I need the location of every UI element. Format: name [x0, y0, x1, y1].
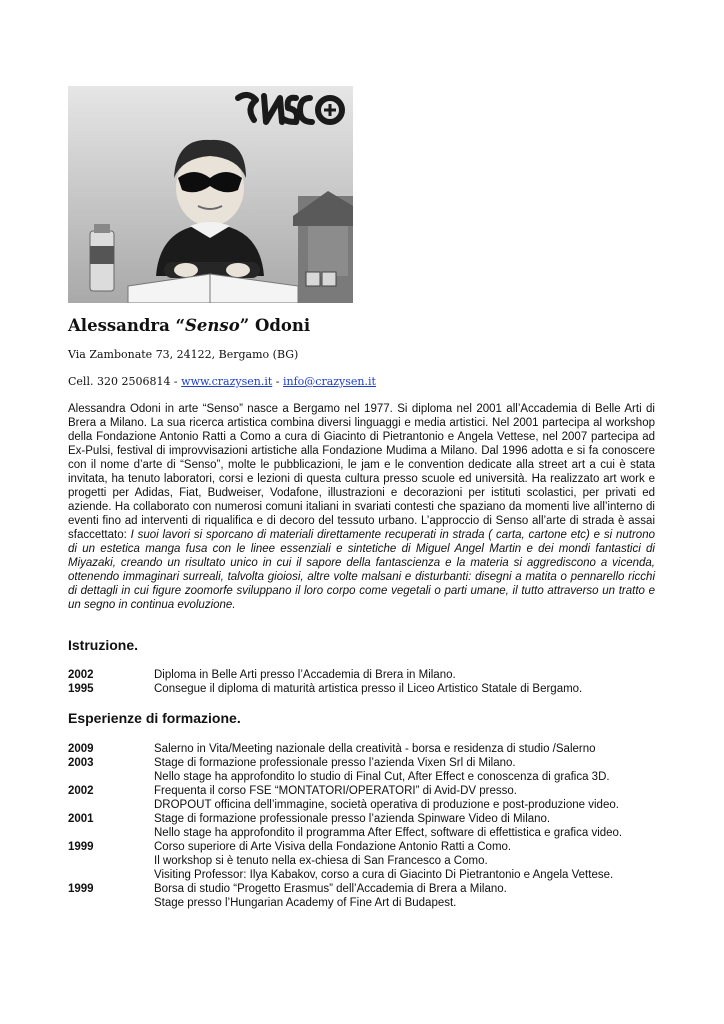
entry-year	[68, 896, 154, 910]
entry-description: Borsa di studio “Progetto Erasmus” dell’Accademia di Brera a Milano.	[154, 883, 507, 895]
entry-year: 1999	[68, 841, 94, 853]
list-item	[68, 668, 668, 682]
list-item	[68, 798, 668, 812]
entry-year	[68, 798, 154, 812]
list-item	[68, 840, 668, 854]
entry-year	[68, 854, 154, 868]
entry-year: 2001	[68, 813, 94, 825]
separator: -	[170, 375, 182, 388]
entry-description: Nello stage ha approfondito il programma After Effect, software di effettistica e grafica video.	[154, 827, 623, 839]
list-item	[68, 784, 668, 798]
list-item	[68, 896, 668, 910]
entry-description: Stage di formazione professionale presso l’azienda Vixen Srl di Milano.	[154, 757, 516, 769]
entry-year	[68, 826, 154, 840]
artist-name	[68, 316, 310, 335]
entry-description: Visiting Professor: Ilya Kabakov, corso a cura di Giacinto Di Pietrantonio e Angela Vettese.	[154, 869, 614, 881]
list-item	[68, 868, 668, 882]
biography	[68, 402, 655, 612]
list-item	[68, 826, 668, 840]
training-list	[68, 742, 668, 910]
entry-year	[68, 770, 154, 784]
entry-description: Stage presso l’Hungarian Academy of Fine Art di Budapest.	[154, 897, 457, 909]
artist-photo	[68, 86, 353, 303]
education-title: Istruzione.	[68, 637, 139, 653]
entry-description: Frequenta il corso FSE “MONTATORI/OPERATORI” di Avid-DV presso.	[154, 785, 517, 797]
separator: -	[272, 375, 283, 388]
entry-description: Il workshop si è tenuto nella ex-chiesa di San Francesco a Como.	[154, 855, 488, 867]
contact-line	[68, 375, 376, 388]
phone-number: Cell. 320 2506814	[68, 375, 171, 388]
entry-year: 1999	[68, 883, 94, 895]
entry-description: Nello stage ha approfondito lo studio di Final Cut, After Effect e conoscenza di grafica 3D.	[154, 771, 610, 783]
name-prefix: Alessandra “	[68, 316, 185, 335]
entry-description: DROPOUT officina dell’immagine, società operativa di produzione e post-produzione video.	[154, 799, 619, 811]
name-suffix: ” Odoni	[239, 316, 311, 335]
website-link[interactable]: www.crazysen.it	[181, 375, 273, 388]
entry-year: 1995	[68, 683, 94, 695]
entry-year	[68, 868, 154, 882]
entry-description: Corso superiore di Arte Visiva della Fondazione Antonio Ratti a Como.	[154, 841, 512, 853]
training-title: Esperienze di formazione.	[68, 710, 241, 726]
education-list	[68, 668, 668, 696]
entry-year: 2002	[68, 669, 94, 681]
entry-description: Consegue il diploma di maturità artistica presso il Liceo Artistico Statale di Bergamo.	[154, 683, 583, 695]
entry-year: 2002	[68, 785, 94, 797]
entry-description: Stage di formazione professionale presso l’azienda Spinware Video di Milano.	[154, 813, 551, 825]
list-item	[68, 682, 668, 696]
entry-description: Salerno in Vita/Meeting nazionale della creatività - borsa e residenza di studio /Salerno	[154, 743, 596, 755]
artist-nickname: Senso	[185, 316, 240, 335]
list-item	[68, 854, 668, 868]
list-item	[68, 742, 668, 756]
address: Via Zambonate 73, 24122, Bergamo (BG)	[68, 348, 299, 361]
entry-year: 2003	[68, 757, 94, 769]
bio-text: Alessandra Odoni in arte “Senso” nasce a Bergamo nel 1977. Si diploma nel 2001 all’Accademia di Belle Arti di Brera a Milano. La sua ricerca artistica combina diversi linguaggi e media artistici. Nel 2001 partecipa al workshop della Fondazione Antonio Ratti a Como a cura di Giacinto di Pietrantonio e Angela Vettese, nel 2007 partecipa ad Ex-Pulsi, festival di improvvisazioni artistiche alla Fondazione Mudima a Milano. Dal 1996 adotta e si fa conoscere con il nome d’arte di “Senso”, molte le pubblicazioni, le jam e le convention dedicate alla street art a cui è stata invitata, ha tenuto laboratori, corsi e lezioni di questa cultura presso scuole ed università. Ha realizzato art work e progetti per Adidas, Fiat, Budweiser, Vodafone, illustrazioni e decorazioni per istituti scolastici, per privati ed aziende. Ha collaborato con numerosi comuni italiani in svariati contesti che spaziano da momenti live all’interno di eventi fino ad interventi di riqualifica e di decoro del tessuto urbano. L’approccio di Senso all’arte di strada è assai sfaccettato:	[68, 403, 655, 541]
email-link[interactable]: info@crazysen.it	[282, 375, 376, 388]
list-item	[68, 770, 668, 784]
bio-italic-text: I suoi lavori si sporcano di materiali direttamente recuperati in strada ( carta, cartone etc) e si nutrono di un estetica manga fusa con le linee essenziali e sintetiche di Miguel Angel Martin e dei mondi fantastici di Miyazaki, creando un risultato unico in cui il sapore della fantascienza e la materia si aggrediscono a vicenda, ottenendo immaginari surreali, talvolta gioiosi, altre volte malsani e disturbanti: disegni a matita o pennarello ricchi di dettagli in cui figure zoomorfe sviluppano il loro corpo come vegetali o parti umane, il tutto attraverso un tratto e un segno in continua evoluzione.	[68, 529, 655, 611]
list-item	[68, 812, 668, 826]
list-item	[68, 882, 668, 896]
entry-year: 2009	[68, 743, 94, 755]
list-item	[68, 756, 668, 770]
entry-description: Diploma in Belle Arti presso l’Accademia di Brera in Milano.	[154, 669, 456, 681]
